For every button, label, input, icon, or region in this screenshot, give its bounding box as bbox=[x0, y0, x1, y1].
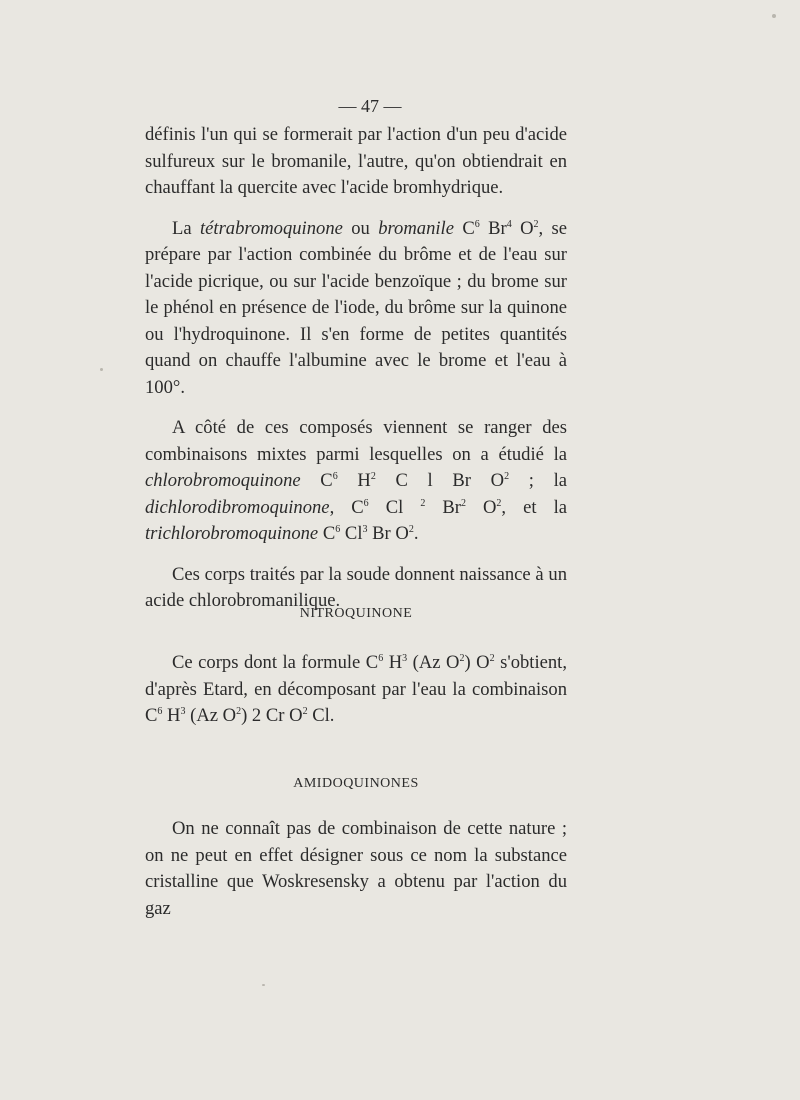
paper-speck bbox=[772, 14, 776, 18]
page-number: — 47 — bbox=[338, 96, 402, 116]
text-block-bromoquinones bbox=[145, 122, 567, 615]
paragraph-amidoquinones: On ne connaît pas de combinaison de cette nature ; on ne peut en effet désigner sous ce nom la substance cristalline que Woskresensky a obtenu par l'action du gaz bbox=[145, 818, 567, 919]
paper-speck bbox=[262, 984, 265, 986]
paragraph-mixed-compounds: A côté de ces composés viennent se ranger des combinaisons mixtes parmi lesquelles on a étudié la chlorobromoquinone $C^6$ $H^2$ C l Br $O^2$ ; la dichlorodibromoquinone, $C^6$ Cl $^2$ Br$^2$ $O^2$, et la trichlorobromoquinone $C^6$ Cl$^3$ Br $O^2$. bbox=[145, 417, 567, 544]
paper-speck bbox=[100, 368, 103, 371]
text-block-amidoquinones bbox=[145, 816, 567, 922]
section-heading-amidoquinones: AMIDOQUINONES bbox=[293, 776, 419, 791]
paragraph-continuation: définis l'un qui se formerait par l'action d'un peu d'acide sulfureux sur le bromanile, l'autre, qu'on obtiendrait en chauffant la quercite avec l'acide bromhydrique. bbox=[145, 124, 567, 198]
paragraph-soda: Ces corps traités par la soude donnent naissance à un acide chlorobromanilique. bbox=[145, 563, 567, 611]
paragraph-bromanile: La tétrabromoquinone ou bromanile $C^6$ Br$^4$ $O^2$, se prépare par l'action combinée du brôme et de l'eau sur l'acide picrique, ou sur l'acide benzoïque ; du brome sur le phénol en présence de l'iode, du brôme sur la quinone ou l'hydroquinone. Il s'en forme de petites quantités quand on chauffe l'albumine avec le brome et l'eau à 100°. bbox=[145, 217, 568, 398]
section-heading-nitroquinone: NITROQUINONE bbox=[299, 606, 413, 621]
text-block-nitroquinone bbox=[145, 650, 567, 730]
paragraph-nitroquinone: Ce corps dont la formule $C^6$ $H^3$ (Az $O^2$) $O^2$ s'obtient, d'après Etard, en décomposant par l'eau la combinaison $C^6$ $H^3$ (Az $O^2$) 2 Cr $O^2$ Cl. bbox=[145, 652, 567, 726]
